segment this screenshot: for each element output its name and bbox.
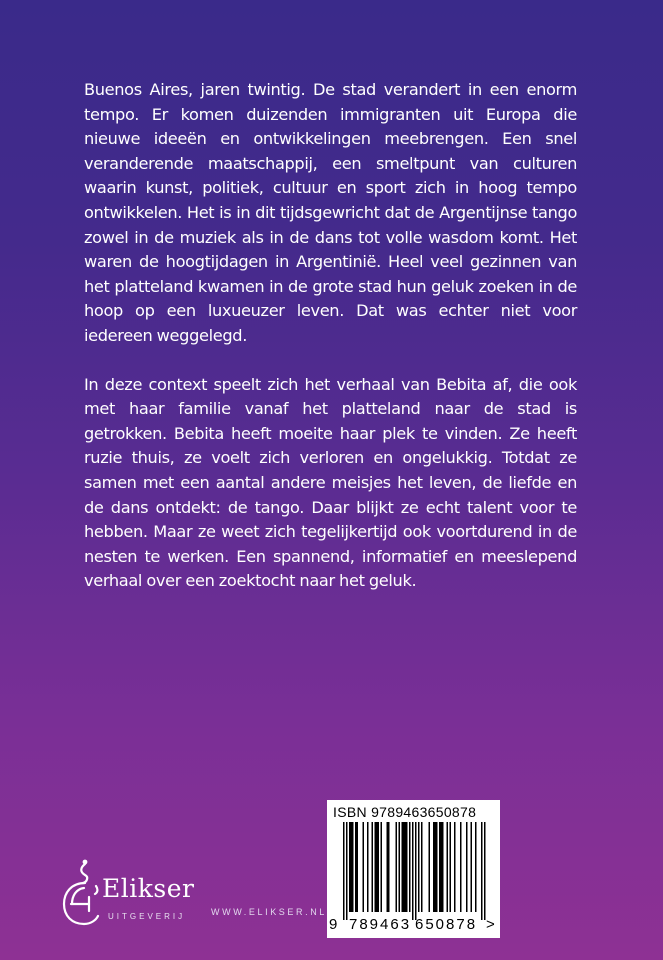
barcode-bar [450,822,452,912]
barcode-bar [429,822,431,912]
barcode-bar [355,822,357,912]
blurb-paragraph-1: Buenos Aires, jaren twintig. De stad verandert in een enorm tempo. Er komen duizenden immigranten uit Europa die nieuwe ideeën en ontwikkelingen meebrengen. Een snel veranderende maatschappij, een smeltpunt van culturen waarin kunst, politiek, cultuur en sport zich in hoog tempo ontwikkelen. Het is in dit tijdsgewricht dat de Argentijnse tango zowel in de muziek als in de dans tot volle wasdom komt. Het waren de hoogtijdagen in Argentinië. Heel veel gezinnen van het platteland kwamen in de grote stad hun geluk zoeken in de hoop op een luxueuzer leven. Dat was echter niet voor iedereen weggelegd. [84,80,577,345]
ean-first-digit: 9 [329,916,338,933]
barcode-bar [346,822,348,920]
ean-left-group: 789463 [349,916,412,933]
barcode-bar [418,822,420,912]
barcode-bar [466,822,468,912]
barcode-bar [439,822,441,912]
elikser-e-monogram-icon [58,856,108,936]
barcode-bar [387,822,389,912]
barcode-bar [471,822,473,912]
barcode-bars [337,822,489,924]
barcode-bar [378,822,380,912]
blurb-paragraph-2: In deze context speelt zich het verhaal van Bebita af, die ook met haar familie vanaf het platteland naar de stad is getrokken. Bebita heeft moeite haar plek te vinden. Ze heeft ruzie thuis, ze voelt zich verloren en ongelukkig. Totdat ze samen met een aantal andere meisjes het leven, de liefde en de dans ontdekt: de tango. Daar blijkt ze echt talent voor te hebben. Maar ze weet zich tegelijkertijd ook voortdurend in de nesten te werken. Een spannend, informatief en meeslepend verhaal over een zoektocht naar het geluk. [84,374,577,591]
barcode-bar [435,822,437,912]
barcode-bar [460,822,462,912]
barcode-bar [363,822,365,912]
barcode-bar [481,822,483,920]
barcode-bar [475,822,477,912]
barcode-bar [412,822,414,920]
barcode-bar [454,822,456,912]
barcode-bar [406,822,408,912]
barcode-bar [375,822,377,912]
back-cover-blurb [84,78,577,594]
ean-quiet-zone-arrow: > [486,916,495,933]
ean-right-group: 650878 [415,916,478,933]
barcode-bar [349,822,351,912]
barcode-bar [409,822,411,912]
barcode-bar [388,822,390,912]
barcode-bar [403,822,405,912]
barcode-bar [421,822,423,912]
barcode-bar [433,822,435,912]
barcode-bar [399,822,401,912]
barcode-bar [436,822,438,912]
publisher-subtitle: UITGEVERIJ [108,912,186,921]
barcode-bar [381,822,383,912]
barcode-bar [415,822,417,920]
barcode-bar [343,822,345,920]
barcode-bar [396,822,398,912]
barcode-bar [376,822,378,912]
barcode-bar [402,822,404,912]
barcode-bar [357,822,359,912]
barcode-bar [367,822,369,912]
barcode-bar [405,822,407,912]
publisher-name: Elikser [102,874,195,903]
barcode-bar [484,822,486,920]
barcode-bar [447,822,449,912]
barcode-bar [372,822,374,912]
isbn-barcode [327,800,500,938]
barcode-bar [441,822,443,912]
barcode-bar [352,822,354,912]
isbn-label: ISBN 9789463650878 [333,804,477,820]
publisher-logo [58,856,238,936]
barcode-bar [351,822,353,912]
publisher-website: WWW.ELIKSER.NL [211,907,327,917]
barcode-bar [442,822,444,912]
